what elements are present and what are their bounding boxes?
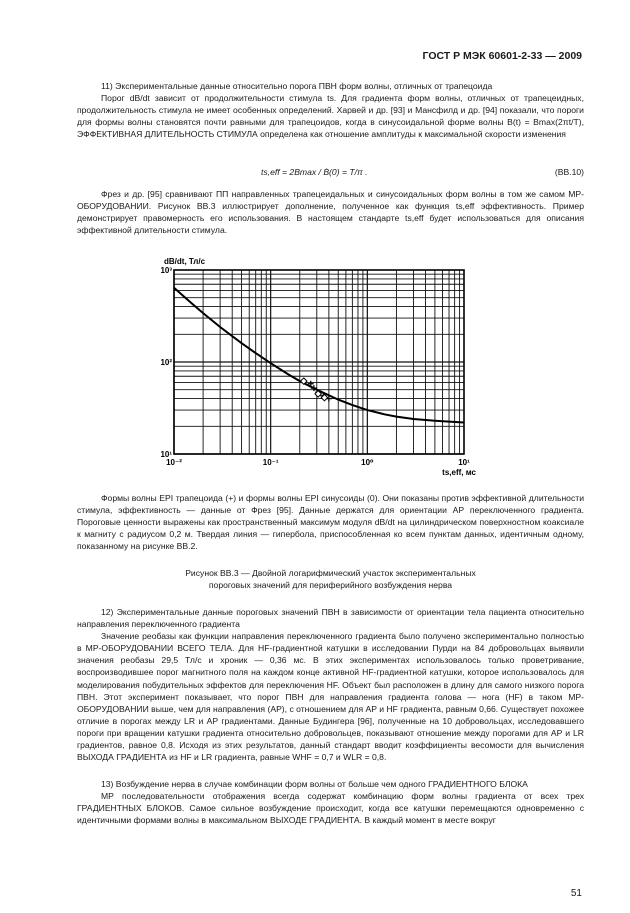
- x-tick-label: 10¹: [458, 458, 470, 467]
- section-13-body: МР последовательности отображения всегда содержат комбинацию форм волны градиента от всех трех ГРАДИЕНТНЫХ БЛОКОВ. Самое сильное возбуждение происходит, когда все катушки перемещаются одновременно с идентичными формами волны в максимальном ВЫХОДЕ ГРАДИЕНТА. В каждый момент в месте вокруг: [77, 791, 584, 826]
- x-tick-label: 10⁻²: [166, 458, 182, 467]
- section-12-body: Значение реобазы как функции направления переключенного градиента было получено экспериментально полностью в МР-ОБОРУДОВАНИИ ВСЕГО ТЕЛА. Для HF-градиентной катушки в исследовании Пурди на 84 добровольцах выявили значения реобазы 29,5 Тл/с и хроник — 0,36 мс. В этих экспериментах использовалось только проветривание, воспроизводившее порог магнитного поля на каждом конце активной HF-градиентной катушки, которое использовалось для моделирования побудительных эффектов для переключения HF. Объект был расположен в длину для самого низкого порога ПВН. Этот эксперимент показывает, что порог ПВН для направления градиента голова — нога (HF) в таком МР-ОБОРУДОВАНИИ выше, чем для направления (AP), с отношением для AP и HF градиента, равным 0,66. Существует похожее отличие в порогах между LR и AP градиентами. Данные Будингера [96], полученные на 10 добровольцах, исследовавшего пороги при вращении катушки градиента относительно добровольцев, показывают отношение между порогами для AP и LR градиентов, равное 0,8. Исходя из этих результатов, данный стандарт вводит коэффициенты весомости для вычисления ВЫХОДА ГРАДИЕНТА из HF и LR градиента, равные WHF = 0,7 и WLR = 0,8.: [77, 631, 584, 763]
- figure-caption-line2: пороговых значений для периферийного возбуждения нерва: [208, 580, 453, 590]
- figure-note-text: Формы волны EPI трапецоида (+) и формы волны EPI синусоиды (0). Они показаны против эффективной длительности стимула, эффективность — данные от Фрез [95]. Данные держатся для ориентации АР переключенного градиента. Пороговые ценности выражены как пространственный максимум модуля dB/dt на цилиндрическом поверхностном коаксиале к магниту с радиусом 0,2 м. Твердая линия — гипербола, приспособленная ко всем пунктам данных, идентичным одному, показанному на рисунке ВВ.2.: [77, 493, 584, 552]
- figure-bb3-chart: [145, 248, 485, 480]
- section-12-title: 12) Экспериментальные данные пороговых значений ПВН в зависимости от ориентации тела пациента относительно направления переключенного градиента: [77, 607, 584, 630]
- x-tick-label: 10⁰: [361, 458, 374, 467]
- section-13: [77, 778, 584, 826]
- y-axis-label: dB/dt, Тл/с: [164, 257, 206, 266]
- y-tick-label: 10²: [160, 358, 172, 367]
- section-13-title: 13) Возбуждение нерва в случае комбинации форм волны от больше чем одного ГРАДИЕНТНОГО БЛОКА: [101, 779, 528, 789]
- section-11-after-text: Фрез и др. [95] сравнивают ПП направленных трапецеидальных и синусоидальных форм волны в том же самом МР-ОБОРУДОВАНИИ. Рисунок ВВ.3 иллюстрирует дополнение, полученное как функция ts,eff эффективность. Пример демонстрирует правомерность его использования. В настоящем стандарте ts,eff будет использоваться для описания эффективной длительности стимула.: [77, 189, 584, 236]
- section-11: [77, 80, 584, 140]
- page-header: ГОСТ Р МЭК 60601-2-33 — 2009: [422, 50, 582, 62]
- x-axis-label: ts,eff, мс: [442, 468, 476, 477]
- section-11-title: 11) Экспериментальные данные относительно порога ПВН форм волны, отличных от трапецоида: [101, 81, 493, 91]
- page-number: 51: [570, 888, 582, 899]
- formula-number: (BB.10): [554, 167, 584, 177]
- formula-expression: ts,eff = 2Bmax / Ḃ(0) = T/π .: [261, 167, 368, 177]
- section-11-after: [77, 188, 584, 236]
- y-tick-label: 10¹: [160, 450, 172, 459]
- chart-grid: [174, 270, 464, 454]
- section-11-body: Порог dB/dt зависит от продолжительности стимула ts. Для градиента форм волны, отличных от трапецеидных, продолжительность стимула не имеет особенных определений. Харвей и др. [93] и Мансфилд и др. [94] показали, что пороги для формы волны становятся почти равными для трапецоидов, когда в синусоидальной форме волны B(t) = Bmax(2πt/T), ЭФФЕКТИВНАЯ ДЛИТЕЛЬНОСТЬ СТИМУЛА определена как отношение амплитуды к максимальной скорости изменения: [77, 93, 584, 140]
- chart-curve-layer: [174, 288, 464, 423]
- figure-caption: [77, 567, 584, 591]
- figure-caption-line1: Рисунок ВВ.3 — Двойной логарифмический участок экспериментальных: [185, 568, 476, 578]
- hyperbola-curve: [174, 288, 464, 423]
- y-tick-label: 10³: [160, 266, 172, 275]
- section-12: [77, 606, 584, 763]
- x-tick-label: 10⁻¹: [262, 458, 279, 467]
- figure-note: [77, 492, 584, 552]
